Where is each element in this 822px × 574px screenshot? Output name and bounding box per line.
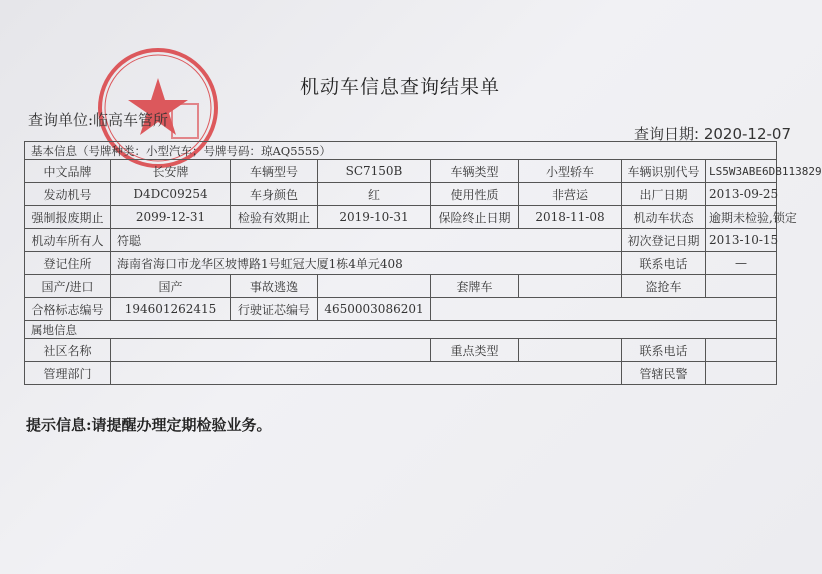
cell-label: 保险终止日期 bbox=[431, 206, 519, 229]
address-label: 登记住所 bbox=[25, 252, 111, 275]
table-row bbox=[25, 339, 777, 362]
cloned-label: 套牌车 bbox=[431, 275, 519, 298]
dept-value bbox=[111, 362, 622, 385]
cell-value: D4DC09254 bbox=[111, 183, 231, 206]
query-date: 查询日期: 2020-12-07 bbox=[634, 125, 791, 143]
cloned-value bbox=[519, 275, 622, 298]
section-basic-info bbox=[25, 142, 777, 160]
cell-value: 红 bbox=[318, 183, 431, 206]
cell-label: 车身颜色 bbox=[231, 183, 318, 206]
section-local-info bbox=[25, 321, 777, 339]
police-label: 管辖民警 bbox=[622, 362, 706, 385]
table-row bbox=[25, 160, 777, 183]
owner-value: 符聪 bbox=[111, 229, 622, 252]
cell-value: 非营运 bbox=[519, 183, 622, 206]
cell-value: 2018-11-08 bbox=[519, 206, 622, 229]
accident-value bbox=[318, 275, 431, 298]
import-value: 国产 bbox=[111, 275, 231, 298]
license-value: 4650003086201 bbox=[318, 298, 431, 321]
cell-value: SC7150B bbox=[318, 160, 431, 183]
stolen-value bbox=[706, 275, 777, 298]
stolen-label: 盗抢车 bbox=[622, 275, 706, 298]
cell-label: 使用性质 bbox=[431, 183, 519, 206]
police-value bbox=[706, 362, 777, 385]
community-value bbox=[111, 339, 431, 362]
cert-label: 合格标志编号 bbox=[25, 298, 111, 321]
dept-label: 管理部门 bbox=[25, 362, 111, 385]
section-local-label: 属地信息 bbox=[25, 321, 777, 339]
page-title: 机动车信息查询结果单 bbox=[299, 76, 500, 98]
community-label: 社区名称 bbox=[25, 339, 111, 362]
cell-value: 2019-10-31 bbox=[318, 206, 431, 229]
key-type-value bbox=[519, 339, 622, 362]
first-reg-label: 初次登记日期 bbox=[622, 229, 706, 252]
phone-value: — bbox=[706, 252, 777, 275]
empty-cell bbox=[431, 298, 777, 321]
cert-value: 194601262415 bbox=[111, 298, 231, 321]
cell-label: 车辆型号 bbox=[231, 160, 318, 183]
cell-value: 逾期未检验,锁定 bbox=[706, 206, 777, 229]
cell-label: 检验有效期止 bbox=[231, 206, 318, 229]
cell-value: LS5W3ABE6DB113829 bbox=[706, 160, 777, 183]
table-row bbox=[25, 298, 777, 321]
cell-value: 小型轿车 bbox=[519, 160, 622, 183]
cell-label: 出厂日期 bbox=[622, 183, 706, 206]
owner-label: 机动车所有人 bbox=[25, 229, 111, 252]
phone2-value bbox=[706, 339, 777, 362]
cell-label: 车辆类型 bbox=[431, 160, 519, 183]
table-row bbox=[25, 275, 777, 298]
cell-label: 中文品牌 bbox=[25, 160, 111, 183]
phone-label: 联系电话 bbox=[622, 252, 706, 275]
query-unit: 查询单位:临高车管所 bbox=[28, 111, 169, 129]
phone2-label: 联系电话 bbox=[622, 339, 706, 362]
vehicle-info-table bbox=[24, 141, 822, 385]
table-row bbox=[25, 252, 777, 275]
key-type-label: 重点类型 bbox=[431, 339, 519, 362]
table-row bbox=[25, 183, 777, 206]
import-label: 国产/进口 bbox=[25, 275, 111, 298]
cell-label: 强制报废期止 bbox=[25, 206, 111, 229]
cell-label: 机动车状态 bbox=[622, 206, 706, 229]
table-row bbox=[25, 206, 777, 229]
cell-value: 2013-09-25 bbox=[706, 183, 777, 206]
table-row bbox=[25, 229, 777, 252]
first-reg-value: 2013-10-15 bbox=[706, 229, 777, 252]
license-label: 行驶证芯编号 bbox=[231, 298, 318, 321]
accident-label: 事故逃逸 bbox=[231, 275, 318, 298]
section-basic-label: 基本信息（号牌种类：小型汽车；号牌号码：琼AQ5555） bbox=[25, 142, 777, 160]
cell-label: 发动机号 bbox=[25, 183, 111, 206]
cell-value: 2099-12-31 bbox=[111, 206, 231, 229]
table-row bbox=[25, 362, 777, 385]
address-value: 海南省海口市龙华区坡博路1号虹冠大厦1栋4单元408 bbox=[111, 252, 622, 275]
cell-value: 长安牌 bbox=[111, 160, 231, 183]
cell-label: 车辆识别代号 bbox=[622, 160, 706, 183]
hint-message: 提示信息:请提醒办理定期检验业务。 bbox=[26, 416, 272, 434]
